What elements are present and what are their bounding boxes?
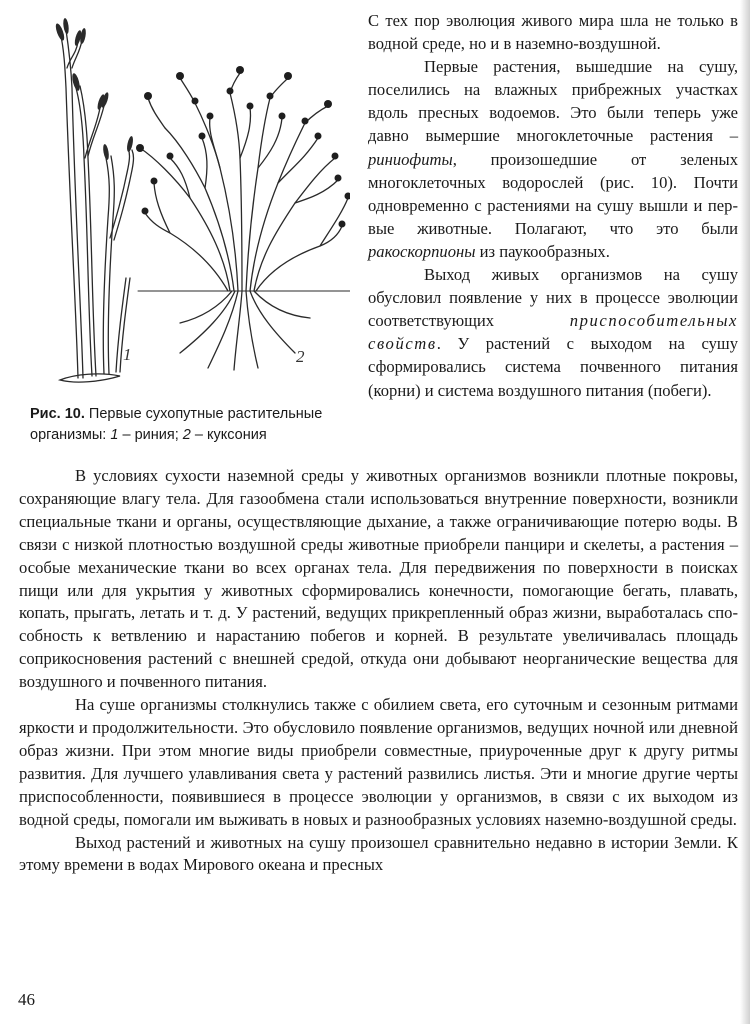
side-column bbox=[368, 9, 738, 402]
main-paragraph-3: Выход растений и животных на сушу произошел сравнительно недавно в истории Земли. К этому времени в водах Мирового океана и пресных bbox=[19, 832, 738, 875]
side-p3-text-b: . У растений с выходом на сушу сформировались система почвенного питания (корни) и система воздушного питания (побеги). bbox=[368, 334, 738, 400]
side-paragraph-3 bbox=[368, 263, 738, 402]
caption-text-c: – куксония bbox=[190, 427, 267, 443]
main-paragraph-2: На суше организмы столкнулись также с обилием света, его суточным и сезонным ритмами яркости и продолжительности. Это обусловило появление организмов, ведущих ночной или дневной образ жизни. При этом многие виды приобрели совместные, приуроченные друг к другу ритмы развития. Для лучшего улавливания света у растений развились листья. Эти и многие другие черты приспособленности, появившиеся в процессе эволюции у организмов, в связи с их выходом из водной среды, помогали им выживать в новых и разнообразных условиях наземно-воздушной среды. bbox=[19, 695, 738, 829]
binding-edge-shadow bbox=[740, 0, 750, 1024]
side-p2-text-b: , произошедшие от зеленых многоклеточных водорослей (рис. 10). Почти одновременно с растениями на сушу вышли и первые животные. Полагают, что это были bbox=[368, 149, 738, 238]
caption-num-1: 1 bbox=[110, 427, 119, 443]
rhynia-drawing bbox=[60, 30, 134, 382]
side-paragraph-1: С тех пор эволюция живого мира шла не только в водной среде, но и в наземно-воздушной. bbox=[368, 11, 738, 54]
main-column bbox=[19, 465, 738, 877]
caption-num-2: 2 bbox=[182, 427, 191, 443]
cooksonia-drawing bbox=[138, 73, 350, 370]
figure-early-land-plants bbox=[30, 8, 350, 413]
term-rhyniophytes: риниофиты bbox=[368, 149, 453, 169]
cooksonia-label: 2 bbox=[296, 347, 305, 366]
rhynia-label: 1 bbox=[123, 345, 132, 364]
term-adaptive-properties: приспособительных свойств bbox=[368, 311, 738, 354]
caption-text-b: – риния; bbox=[118, 427, 183, 443]
page-number: 46 bbox=[18, 990, 35, 1009]
plants-illustration bbox=[30, 8, 350, 413]
figure-caption bbox=[30, 404, 355, 446]
side-p3-text-a: Выход живых организмов на сушу обусловил появление у них в процессе эволюции соответствующих bbox=[368, 265, 738, 331]
caption-label: Рис. 10. bbox=[30, 406, 85, 422]
side-paragraph-2 bbox=[368, 55, 738, 263]
term-eurypterids: ракоскорпионы bbox=[368, 241, 476, 261]
main-paragraph-1: В условиях сухости наземной среды у животных организмов возникли плотные покровы, сохраняющие влагу тела. Для газообмена стали использоваться внутренние поверхности, возникли специальные ткани и органы, осуществляющие дыхание, а также ограничивающие потерю воды. В связи с низкой плотностью воздушной среды животные приобрели панцири и скелеты, а растения – особые механические ткани во всех органах тела. Для передвижения по поверхности в поисках пищи или для укрытия у животных сформировались конечности, помогающие бегать, плавать, копать, прыгать, летать и т. д. У растений, ведущих прикрепленный образ жизни, выработалась способность к ветвлению и нарастанию побегов и корней. В результате увеличивалась площадь соприкосновения растений с внешней средой, откуда они добывают неорганические вещества для воздушного и почвенного питания. bbox=[19, 466, 738, 692]
side-p2-text-a: Первые растения, вышедшие на сушу, поселились на влажных прибрежных участках вдоль пресных водоемов. Это были теперь уже давно вымершие многоклеточные растения – bbox=[368, 57, 738, 146]
caption-text-a: Первые сухопутные растительные организмы: bbox=[30, 406, 323, 443]
side-p2-text-c: из паукообразных. bbox=[475, 241, 610, 261]
